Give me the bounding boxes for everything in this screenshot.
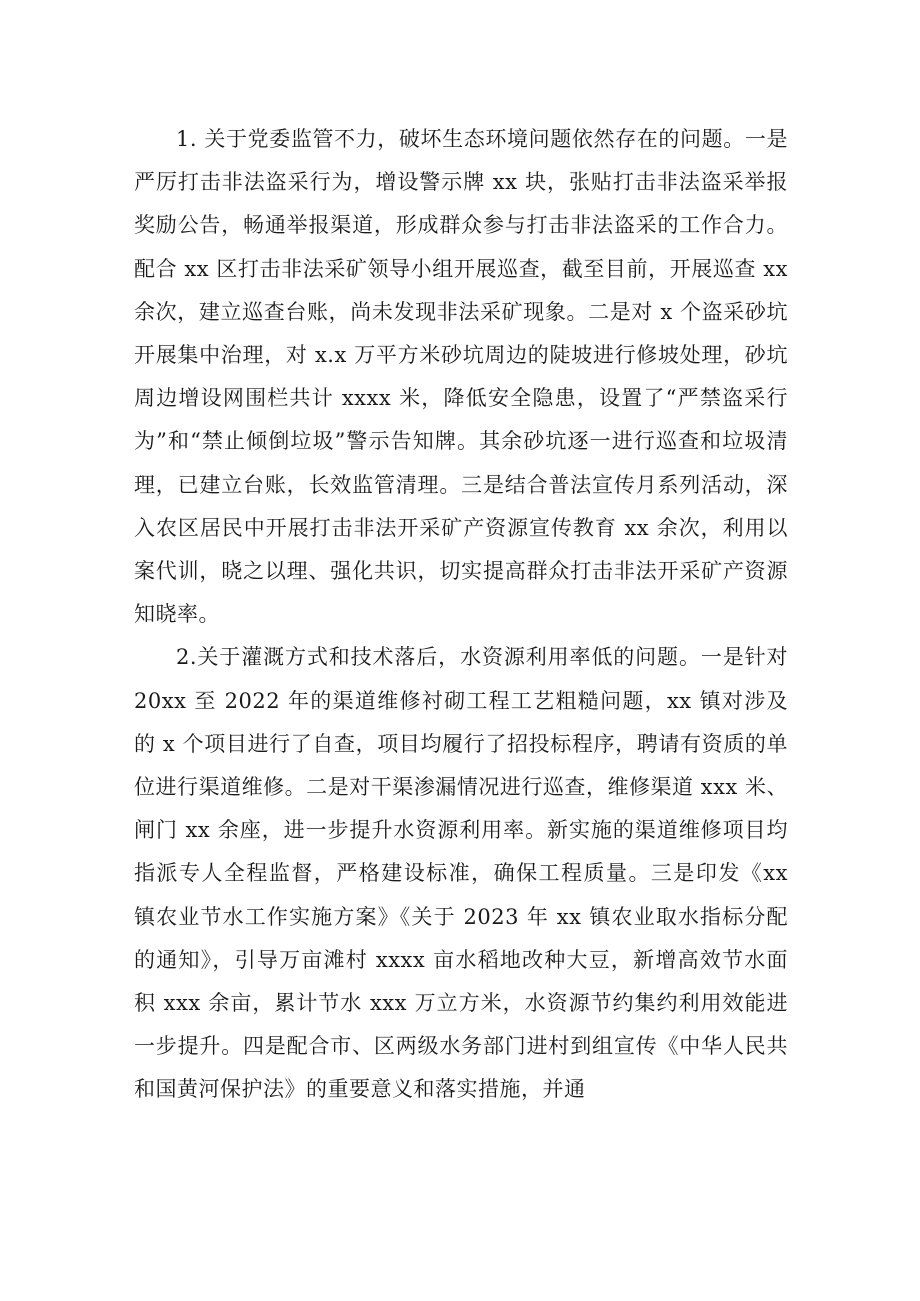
paragraph-2: 2.关于灌溉方式和技术落后，水资源利用率低的问题。一是针对 20xx 至 2022 年的渠道维修衬砌工程工艺粗糙问题，xx 镇对涉及的 x 个项目进行了自查，项目均履行了招投标程序，聘请有资质的单位进行渠道维修。二是对干渠渗漏情况进行巡查，维修渠道 xxx 米、闸门 xx 余座，进一步提升水资源利用率。新实施的渠道维修项目均指派专人全程监督，严格建设标准，确保工程质量。三是印发《xx 镇农业节水工作实施方案》《关于 2023 年 xx 镇农业取水指标分配的通知》，引导万亩滩村 xxxx 亩水稻地改种大豆，新增高效节水面积 xxx 余亩，累计节水 xxx 万立方米，水资源节约集约利用效能进一步提升。四是配合市、区两级水务部门进村到组宣传《中华人民共和国黄河保护法》的重要意义和落实措施，并通	[134, 645, 788, 1102]
document-body	[134, 118, 788, 1112]
paragraph-1: 1. 关于党委监管不力，破坏生态环境问题依然存在的问题。一是严厉打击非法盗采行为，增设警示牌 xx 块，张贴打击非法盗采举报奖励公告，畅通举报渠道，形成群众参与打击非法盗采的工作合力。配合 xx 区打击非法采矿领导小组开展巡查，截至目前，开展巡查 xx 余次，建立巡查台账，尚未发现非法采矿现象。二是对 x 个盗采砂坑开展集中治理，对 x.x 万平方米砂坑周边的陡坡进行修坡处理，砂坑周边增设网围栏共计 xxxx 米，降低安全隐患，设置了“严禁盗采行为”和“禁止倾倒垃圾”警示告知牌。其余砂坑逐一进行巡查和垃圾清理，已建立台账，长效监管清理。三是结合普法宣传月系列活动，深入农区居民中开展打击非法开采矿产资源宣传教育 xx 余次，利用以案代训，晓之以理、强化共识，切实提高群众打击非法开采矿产资源知晓率。	[134, 127, 788, 627]
